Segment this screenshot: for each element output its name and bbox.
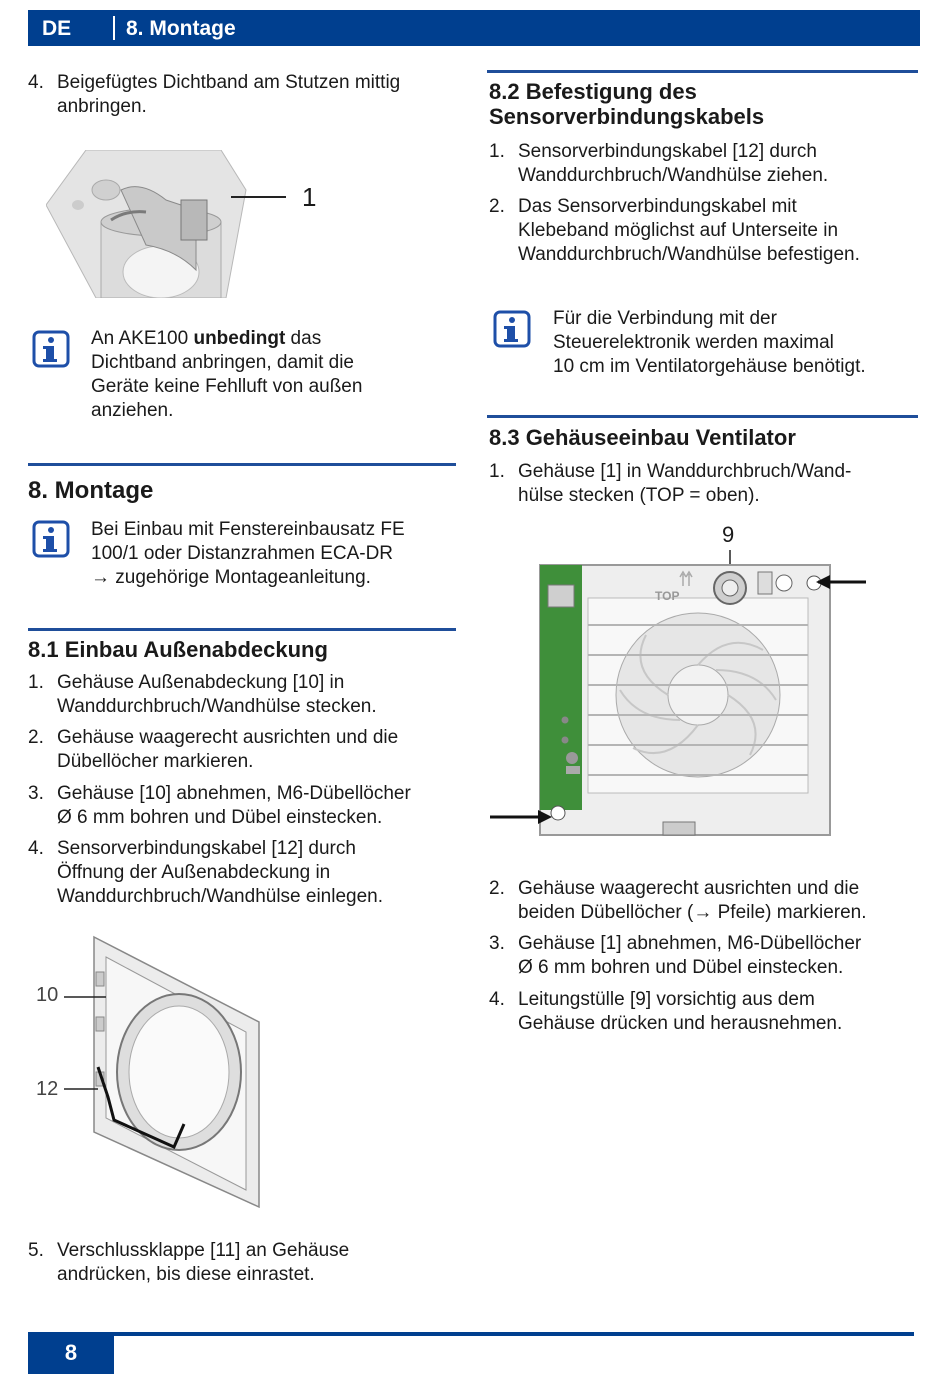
top-label: TOP (655, 589, 680, 603)
section-rule (28, 628, 456, 631)
section-title-8-2: 8.2 Befestigung des Sensorverbindungskabels (489, 79, 765, 129)
figure-sealing-tape (46, 150, 336, 298)
header-section-title: 8. Montage (126, 17, 236, 40)
section-title-8-3: 8.3 Gehäuseeinbau Ventilator (489, 425, 796, 450)
figure-fan-housing (488, 520, 888, 840)
page-number: 8 (28, 1332, 114, 1374)
info-note-cable-length: Für die Verbindung mit der Steuerelektronik werden maximal 10 cm im Ventilatorgehäuse benötigt. (553, 308, 866, 377)
header-separator (113, 16, 115, 40)
callout-1: 1 (302, 182, 317, 212)
figure-outer-cover (34, 932, 274, 1212)
info-note-mounting-kit: Bei Einbau mit Fenstereinbausatz FE 100/1 oder Distanzrahmen ECA-DR → zugehörige Montageanleitung. (91, 519, 405, 588)
page-header (28, 10, 920, 46)
callout-10: 10 (36, 984, 59, 1006)
callout-9: 9 (722, 522, 735, 547)
info-icon (32, 330, 70, 368)
section-title-8-1: 8.1 Einbau Außenabdeckung (28, 637, 328, 662)
language-label: DE (42, 17, 72, 40)
section-rule (487, 415, 918, 418)
info-icon (32, 520, 70, 558)
footer-rule (114, 1332, 914, 1336)
section-rule (487, 70, 918, 73)
section-rule (28, 463, 456, 466)
info-note-sealing: An AKE100 unbedingt das Dichtband anbringen, damit die Geräte keine Fehlluft von außen anziehen. (91, 328, 363, 421)
section-title-montage: 8. Montage (28, 477, 154, 504)
info-icon (493, 310, 531, 348)
callout-12: 12 (36, 1078, 59, 1100)
